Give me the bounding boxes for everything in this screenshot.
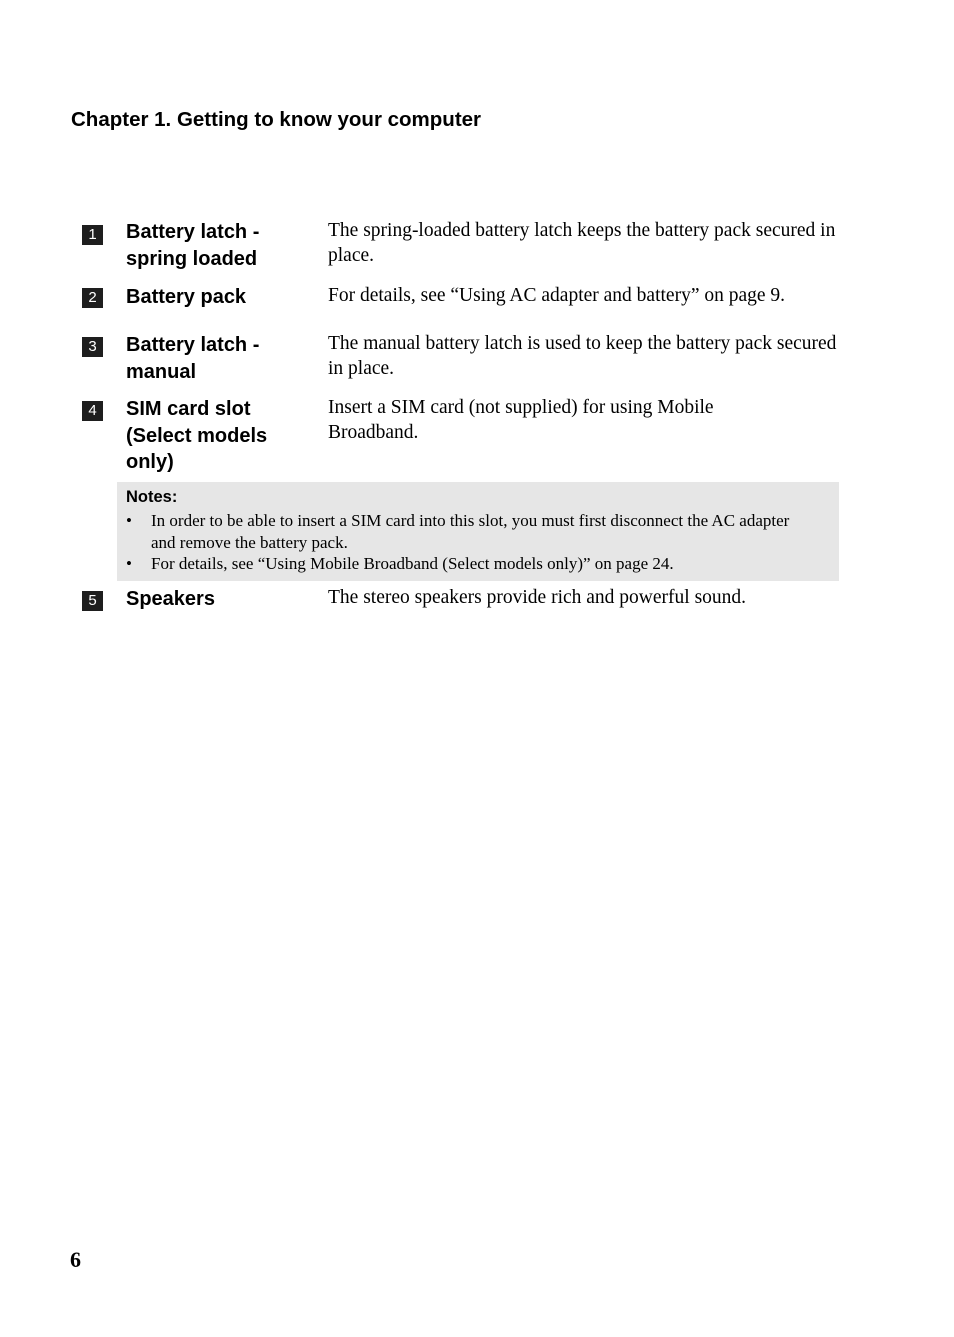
item-description: Insert a SIM card (not supplied) for using Mobile Broadband. bbox=[328, 397, 714, 443]
item-number-badge: 2 bbox=[82, 288, 103, 308]
notes-list bbox=[117, 510, 817, 575]
item-name: Speakers bbox=[126, 588, 215, 610]
item-number-badge: 3 bbox=[82, 337, 103, 357]
item-name: Battery pack bbox=[126, 286, 247, 308]
list-item bbox=[117, 553, 817, 575]
list-item bbox=[117, 510, 817, 553]
item-description: The manual battery latch is used to keep the battery pack secured in place. bbox=[328, 333, 837, 379]
item-description: The stereo speakers provide rich and powerful sound. bbox=[328, 587, 747, 608]
item-number-badge: 1 bbox=[82, 225, 103, 245]
item-name: Battery latch - spring loaded bbox=[126, 221, 260, 270]
page-number: 6 bbox=[70, 1247, 81, 1272]
note-text: In order to be able to insert a SIM card into this slot, you must first disconnect the AC adapter and remove the battery pack. bbox=[151, 511, 790, 552]
item-number-badge: 4 bbox=[82, 401, 103, 421]
bullet-icon: • bbox=[126, 554, 132, 573]
item-description: The spring-loaded battery latch keeps the battery pack secured in place. bbox=[328, 220, 836, 266]
notes-box bbox=[117, 482, 839, 581]
item-number-badge: 5 bbox=[82, 591, 103, 611]
item-name: Battery latch - manual bbox=[126, 334, 260, 383]
bullet-icon: • bbox=[126, 511, 132, 530]
item-description: For details, see “Using AC adapter and battery” on page 9. bbox=[328, 285, 786, 306]
notes-title: Notes: bbox=[126, 488, 178, 506]
item-name: SIM card slot (Select models only) bbox=[126, 398, 268, 473]
chapter-title: Chapter 1. Getting to know your computer bbox=[71, 108, 482, 131]
note-text: For details, see “Using Mobile Broadband (Select models only)” on page 24. bbox=[151, 554, 674, 573]
